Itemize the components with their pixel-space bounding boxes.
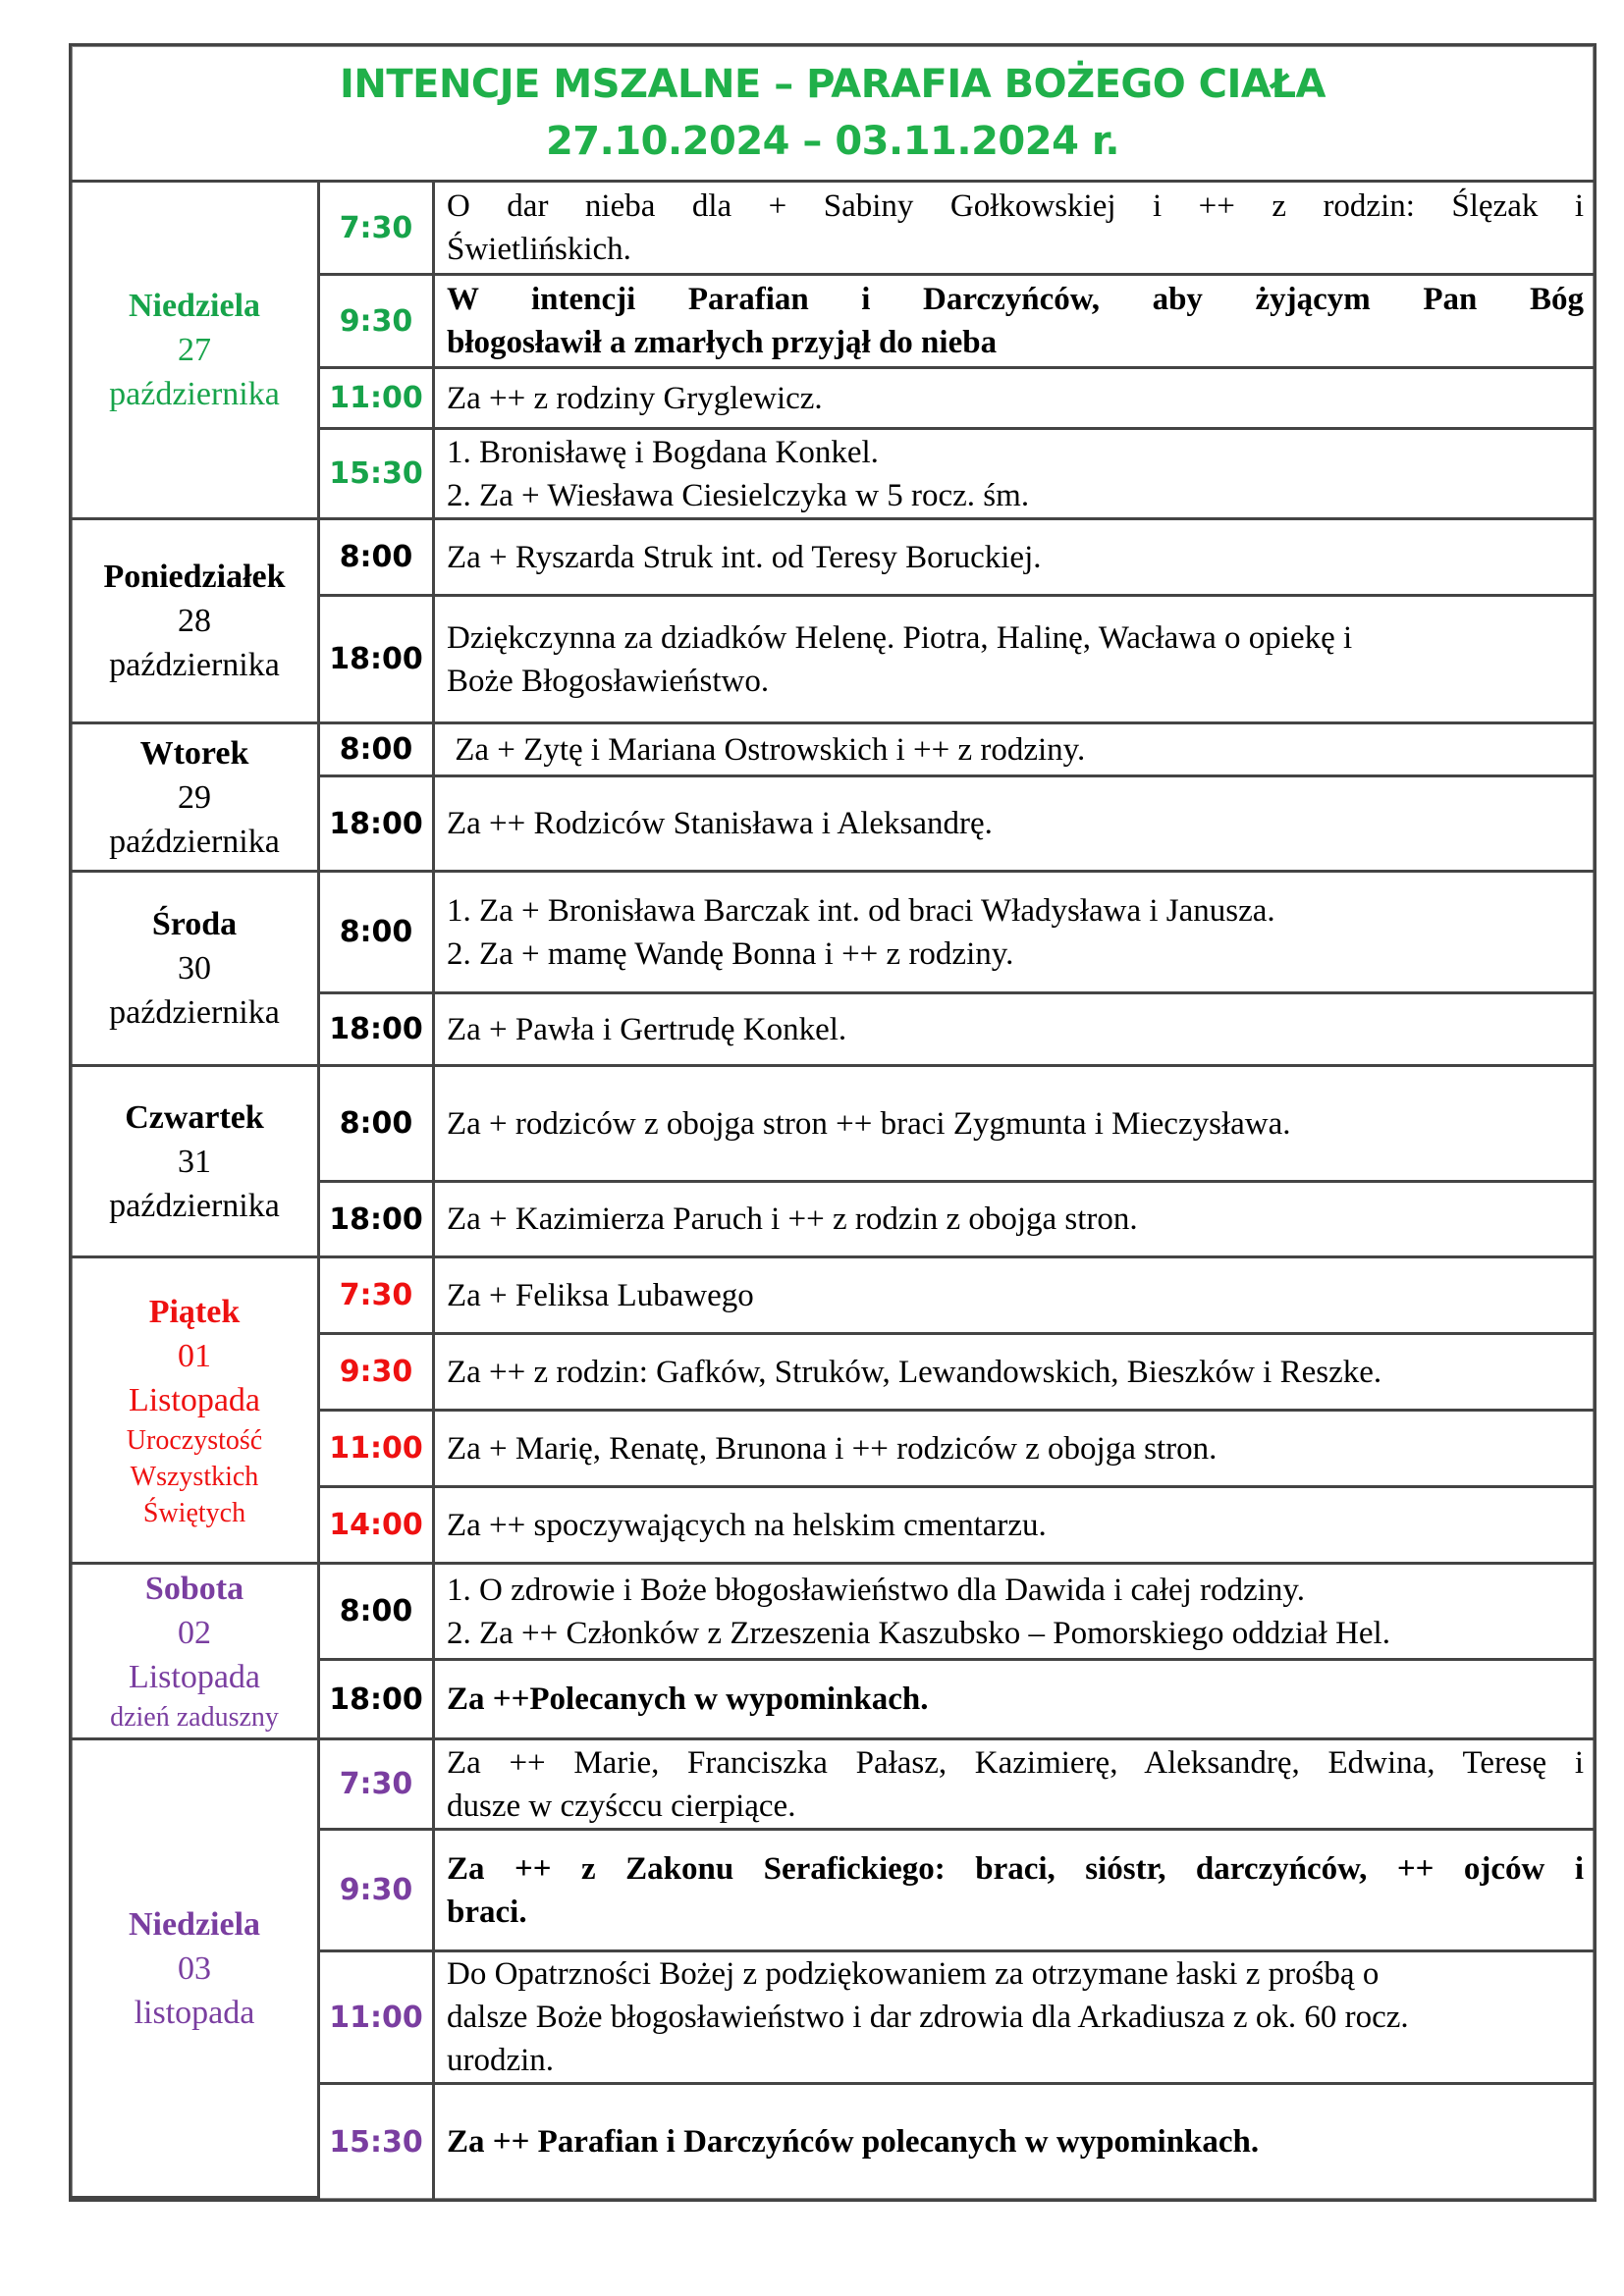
intention-line: 1. Bronisławę i Bogdana Konkel. — [447, 434, 879, 470]
mass-time: 18:00 — [320, 777, 435, 873]
mass-time: 7:30 — [320, 1740, 435, 1831]
intention-line: Za + rodziców z obojga stron ++ braci Zygmunta i Mieczysława. — [447, 1105, 1291, 1142]
intention-line: Za + Kazimierza Paruch i ++ z rodzin z obojga stron. — [447, 1201, 1138, 1237]
mass-intention — [435, 1831, 1594, 1952]
intention-line: Za ++ z rodzin: Gafków, Struków, Lewandowskich, Bieszków i Reszke. — [447, 1354, 1382, 1390]
day-name: Poniedziałek — [103, 559, 286, 595]
intention-line: Za ++ spoczywających na helskim cmentarzu. — [447, 1507, 1047, 1543]
day-cell — [72, 1740, 320, 2199]
mass-time: 8:00 — [320, 1067, 435, 1183]
mass-intention — [435, 873, 1594, 994]
intention-line: 2. Za ++ Członków z Zrzeszenia Kaszubsko – Pomorskiego oddział Hel. — [447, 1615, 1390, 1651]
day-name: Sobota — [144, 1571, 244, 1607]
day-cell — [72, 873, 320, 1067]
intention-line: dalsze Boże błogosławieństwo i dar zdrowia dla Arkadiusza z ok. 60 rocz. — [447, 2000, 1409, 2035]
day-number: 28 — [178, 603, 211, 639]
table-row — [72, 873, 1594, 994]
mass-intention — [435, 2085, 1594, 2199]
intention-line: 2. Za + mamę Wandę Bonna i ++ z rodziny. — [447, 935, 1014, 972]
mass-intention — [435, 1067, 1594, 1183]
intention-line: urodzin. — [447, 2043, 555, 2078]
mass-time: 14:00 — [320, 1488, 435, 1565]
intention-line: Świetlińskich. — [447, 232, 631, 267]
mass-intention — [435, 1258, 1594, 1335]
day-name: Niedziela — [128, 288, 261, 324]
day-month: Listopada — [128, 1381, 261, 1418]
day-name: Czwartek — [125, 1098, 264, 1136]
day-month: października — [109, 823, 280, 860]
mass-intention — [435, 1565, 1594, 1661]
mass-time: 11:00 — [320, 1412, 435, 1488]
intention-line: Za + Marię, Renatę, Brunona i ++ rodziców z obojga stron. — [447, 1430, 1218, 1467]
mass-intention — [435, 1661, 1594, 1740]
mass-intention — [435, 183, 1594, 276]
table-row — [72, 1067, 1594, 1183]
day-name: Piątek — [148, 1293, 241, 1330]
mass-intention — [435, 276, 1594, 369]
day-number: 30 — [178, 950, 211, 987]
table-row — [72, 1258, 1594, 1335]
day-month: listopada — [134, 1994, 255, 2031]
day-note: Uroczystość — [126, 1424, 263, 1456]
mass-time: 7:30 — [320, 1258, 435, 1335]
day-number: 03 — [178, 1949, 211, 1987]
mass-schedule-table — [72, 183, 1594, 2199]
mass-intention — [435, 724, 1594, 777]
mass-intention — [435, 777, 1594, 873]
day-month: Listopada — [128, 1659, 261, 1695]
mass-intention — [435, 1335, 1594, 1412]
mass-intention — [435, 369, 1594, 430]
day-name: Wtorek — [139, 734, 249, 772]
day-cell — [72, 1067, 320, 1258]
day-number: 29 — [178, 778, 211, 816]
intention-line: braci. — [447, 1894, 527, 1930]
mass-intention — [435, 597, 1594, 724]
mass-time: 11:00 — [320, 369, 435, 430]
mass-intention — [435, 1740, 1594, 1831]
mass-intention — [435, 430, 1594, 520]
intention-line: Dziękczynna za dziadków Helenę. Piotra, Halinę, Wacława o opiekę i — [447, 619, 1353, 656]
mass-time: 9:30 — [320, 1335, 435, 1412]
intention-line: Za + Zytę i Mariana Ostrowskich i ++ z rodziny. — [447, 731, 1086, 768]
mass-intention — [435, 1412, 1594, 1488]
day-month: października — [109, 994, 280, 1031]
intention-line: 1. Za + Bronisława Barczak int. od braci Władysława i Janusza. — [447, 892, 1275, 929]
day-number: 02 — [178, 1615, 211, 1651]
day-cell — [72, 1258, 320, 1565]
mass-time: 18:00 — [320, 597, 435, 724]
day-note: dzień zaduszny — [110, 1702, 279, 1733]
table-row — [72, 1565, 1594, 1661]
day-cell — [72, 724, 320, 873]
intention-line: Za ++ z Zakonu Serafickiego: braci, sióstr, darczyńców, ++ ojców i — [447, 1850, 1584, 1887]
mass-time: 11:00 — [320, 1952, 435, 2085]
mass-time: 18:00 — [320, 1661, 435, 1740]
intention-line: Za ++ Rodziców Stanisława i Aleksandrę. — [447, 806, 993, 841]
mass-time: 8:00 — [320, 873, 435, 994]
intention-line: 1. O zdrowie i Boże błogosławieństwo dla Dawida i całej rodziny. — [447, 1572, 1305, 1608]
intention-line: Boże Błogosławieństwo. — [447, 663, 770, 699]
intentions-sheet — [69, 43, 1597, 2202]
table-row — [72, 520, 1594, 597]
intention-line: O dar nieba dla + Sabiny Gołkowskiej i ++ z rodzin: Ślęzak i — [447, 188, 1584, 224]
mass-time: 15:30 — [320, 430, 435, 520]
day-number: 27 — [178, 332, 211, 368]
day-cell — [72, 1565, 320, 1740]
intention-line: Za + Feliksa Lubawego — [447, 1277, 754, 1313]
intention-line: Za ++ z rodziny Gryglewicz. — [447, 380, 823, 416]
day-number: 01 — [178, 1337, 211, 1374]
mass-time: 15:30 — [320, 2085, 435, 2199]
intention-line: Za + Ryszarda Struk int. od Teresy Boruckiej. — [447, 539, 1042, 575]
mass-time: 9:30 — [320, 276, 435, 369]
mass-time: 8:00 — [320, 520, 435, 597]
mass-time: 8:00 — [320, 1565, 435, 1661]
table-row — [72, 724, 1594, 777]
day-note: Wszystkich — [130, 1461, 259, 1492]
day-number: 31 — [178, 1143, 211, 1180]
mass-intention — [435, 520, 1594, 597]
intention-line: Do Opatrzności Bożej z podziękowaniem za otrzymane łaski z prośbą o — [447, 1956, 1380, 1992]
intention-line: Za + Pawła i Gertrudę Konkel. — [447, 1011, 847, 1047]
day-note: Świętych — [142, 1497, 246, 1528]
intention-line: błogosławił a zmarłych przyjął do nieba — [447, 325, 998, 360]
mass-time: 18:00 — [320, 1183, 435, 1258]
day-cell — [72, 520, 320, 724]
day-cell — [72, 183, 320, 520]
intention-line: Za ++Polecanych w wypominkach. — [447, 1682, 929, 1717]
intention-line: W intencji Parafian i Darczyńców, aby żyjącym Pan Bóg — [447, 282, 1584, 317]
mass-intention — [435, 1952, 1594, 2085]
day-month: października — [109, 376, 280, 412]
page-title: INTENCJE MSZALNE – PARAFIA BOŻEGO CIAŁA — [339, 62, 1326, 107]
page-header — [72, 46, 1594, 183]
intention-line: Za ++ Marie, Franciszka Pałasz, Kazimierę, Aleksandrę, Edwina, Teresę i — [447, 1744, 1584, 1781]
mass-time: 7:30 — [320, 183, 435, 276]
day-name: Środa — [151, 906, 238, 942]
mass-time: 9:30 — [320, 1831, 435, 1952]
day-name: Niedziela — [128, 1905, 261, 1943]
date-range: 27.10.2024 – 03.11.2024 r. — [545, 119, 1120, 164]
intention-line: dusze w czyśccu cierpiące. — [447, 1788, 796, 1824]
mass-intention — [435, 1183, 1594, 1258]
day-month: października — [109, 647, 280, 683]
table-row — [72, 1740, 1594, 1831]
table-row — [72, 183, 1594, 276]
mass-intention — [435, 1488, 1594, 1565]
intention-line: Za ++ Parafian i Darczyńców polecanych w wypominkach. — [447, 2124, 1260, 2160]
mass-time: 18:00 — [320, 994, 435, 1067]
mass-intention — [435, 994, 1594, 1067]
intention-line: 2. Za + Wiesława Ciesielczyka w 5 rocz. śm. — [447, 477, 1030, 513]
day-month: października — [109, 1187, 280, 1224]
mass-time: 8:00 — [320, 724, 435, 777]
